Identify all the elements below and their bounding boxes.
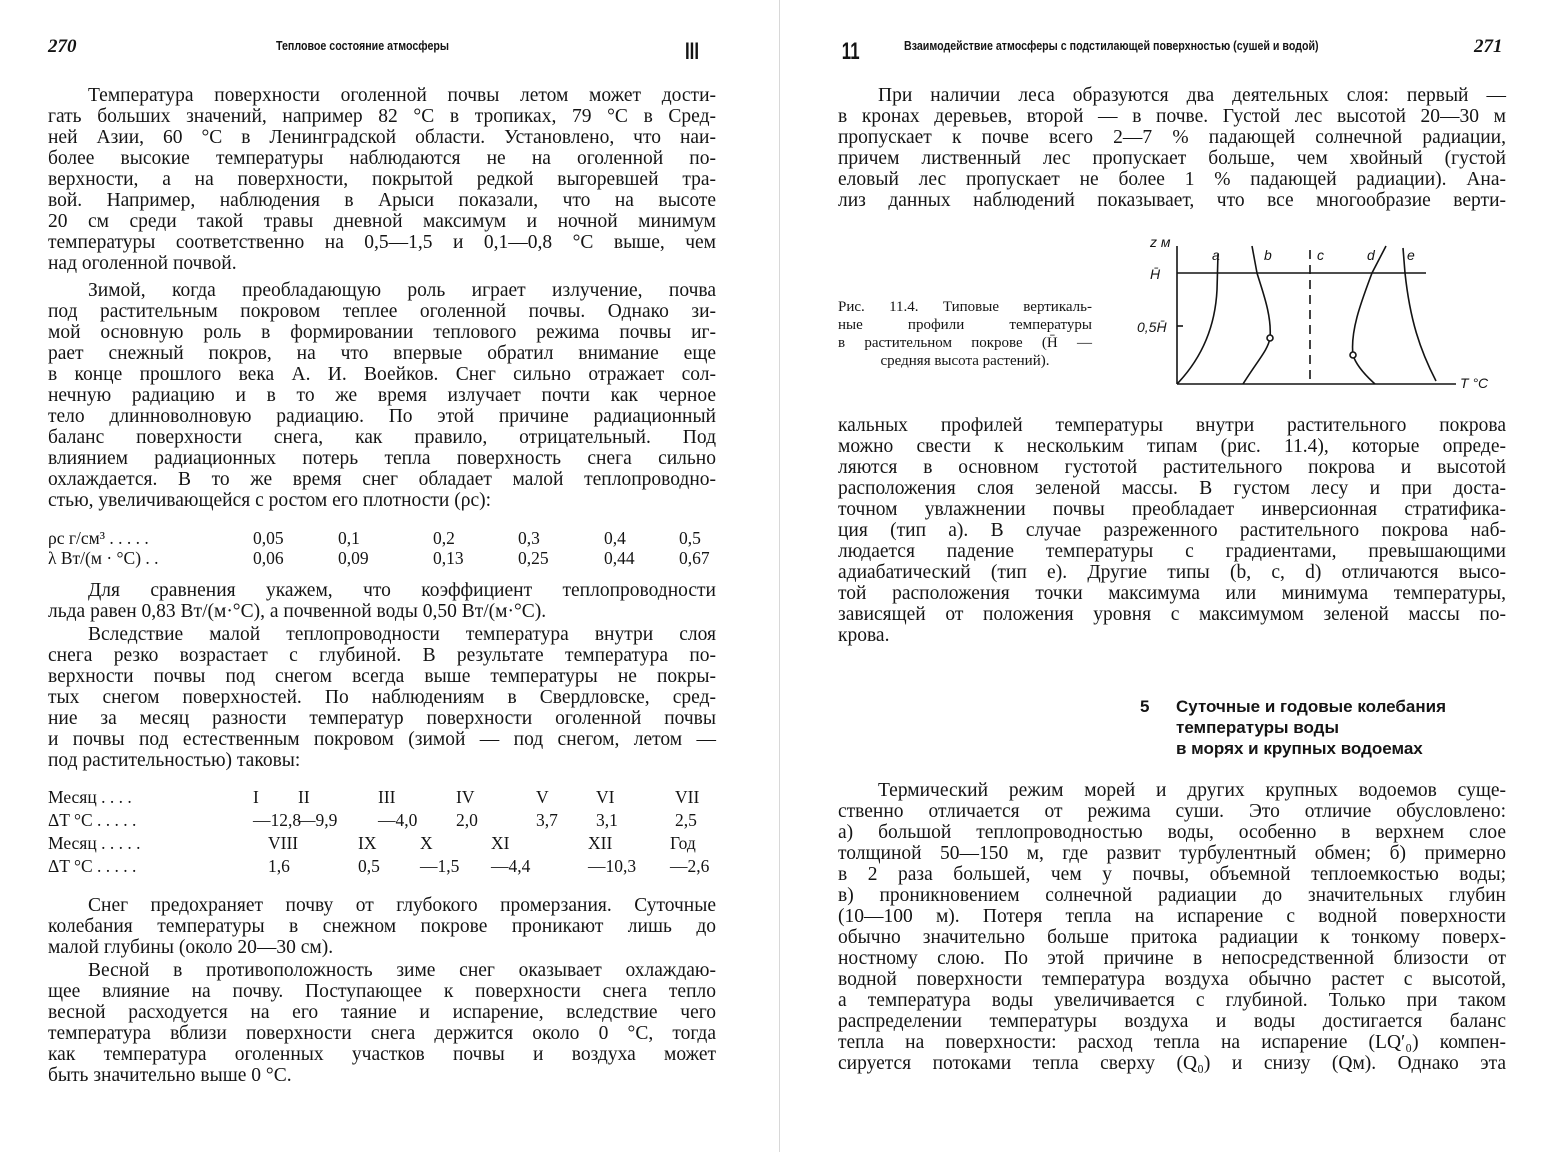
text-line: влиянием радиационных потерь тепла поверхность снега сильно bbox=[48, 448, 716, 469]
table-cell: I bbox=[253, 787, 259, 807]
text-line: температура вблизи поверхности снега держится около 0 °С, тогда bbox=[48, 1023, 716, 1044]
text-line: кальных профилей температуры внутри растительного покрова bbox=[838, 415, 1506, 436]
text-line: тых снегом поверхностей. По наблюдениям в Свердловске, сред- bbox=[48, 687, 716, 708]
table-cell: VI bbox=[596, 787, 615, 807]
paragraph bbox=[838, 780, 1506, 1074]
text-line: водной поверхности температура воздуха обычно растет с высотой, bbox=[838, 969, 1506, 990]
text-line: в кронах деревьев, второй — в почве. Густой лес высотой 20—30 м bbox=[838, 106, 1506, 127]
text-line: адиабатический (тип e). Другие типы (b, c, d) отличаются высо- bbox=[838, 562, 1506, 583]
t-axis-label: T °С bbox=[1460, 375, 1489, 391]
paragraph bbox=[48, 85, 716, 274]
text-line: верхности, а на поверхности, покрытой редкой выгоревшей тра- bbox=[48, 169, 716, 190]
table-cell: —4,4 bbox=[491, 856, 531, 876]
text-line: расположения слоя зеленой массы. В густом лесу и при доста- bbox=[838, 478, 1506, 499]
table-cell: 0,4 bbox=[604, 528, 626, 548]
table-cell: 0,25 bbox=[518, 548, 549, 568]
text-line: ней Азии, 60 °С в Ленинградской области. Установлено, что наи- bbox=[48, 127, 716, 148]
right-running-head: Взаимодействие атмосферы с подстилающей поверхностью (сушей и водой) bbox=[904, 38, 1319, 53]
page-gutter bbox=[779, 0, 780, 1152]
text-line: а температура воды увеличивается с глубиной. Только при таком bbox=[838, 990, 1506, 1011]
text-line: в конце прошлого века А. И. Воейков. Снег сильно отражает сол- bbox=[48, 364, 716, 385]
row-label: ΔT °С . . . . . bbox=[48, 810, 137, 830]
text-line: ственно отличается от режима суши. Это отличие обусловлено: bbox=[838, 801, 1506, 822]
text-line: стью, увеличивающейся с ростом его плотности (ρс): bbox=[48, 490, 492, 511]
caption-line: ные профили температуры bbox=[838, 317, 1092, 333]
text-line: Зимой, когда преобладающую роль играет излучение, почва bbox=[88, 280, 716, 301]
paragraph bbox=[48, 960, 716, 1086]
text-line: а) большой теплопроводностью воды, особенно в верхнем слое bbox=[838, 822, 1506, 843]
right-chapter-number: 11 bbox=[841, 38, 860, 65]
figure-caption bbox=[838, 298, 1092, 370]
text-line: под растительным покровом теплее оголенной почвы. Однако зи- bbox=[48, 301, 716, 322]
curve-label-b: b bbox=[1264, 247, 1272, 263]
profile-curve-b bbox=[1243, 246, 1270, 384]
text-line: снега резко возрастает с глубиной. В результате температура по- bbox=[48, 645, 716, 666]
table-cell: 0,3 bbox=[518, 528, 540, 548]
text-line: распределении температуры воздуха и воды достигается баланс bbox=[838, 1011, 1506, 1032]
table-cell: 0,06 bbox=[253, 548, 284, 568]
left-chapter-number: III bbox=[685, 38, 700, 65]
table-cell: XI bbox=[491, 833, 510, 853]
paragraph bbox=[48, 624, 716, 771]
row-label: λ Вт/(м · °С) . . bbox=[48, 548, 159, 568]
text-line: и почвы под естественным покровом (зимой — под снегом, летом — bbox=[48, 729, 716, 750]
curve-label-c: c bbox=[1317, 247, 1324, 263]
text-line: При наличии леса образуются два деятельных слоя: первый — bbox=[878, 85, 1506, 106]
text-line: людается падение температуры с градиентами, превышающими bbox=[838, 541, 1506, 562]
right-page-number: 271 bbox=[1474, 36, 1503, 57]
section-title-line: температуры воды bbox=[1176, 718, 1339, 737]
table-row bbox=[48, 528, 716, 548]
text-line: крова. bbox=[838, 625, 890, 646]
table-cell: III bbox=[378, 787, 396, 807]
paragraph bbox=[838, 85, 1506, 211]
month-temperature-difference-table bbox=[48, 787, 716, 879]
profile-curve-e bbox=[1403, 248, 1436, 381]
table-row bbox=[48, 833, 716, 856]
paragraph bbox=[48, 580, 716, 622]
text-line: мой основную роль в формировании теплового режима почвы иг- bbox=[48, 322, 716, 343]
table-cell: 0,13 bbox=[433, 548, 464, 568]
curve-label-d: d bbox=[1367, 247, 1375, 263]
table-row bbox=[48, 856, 716, 879]
table-cell: 3,7 bbox=[536, 810, 558, 830]
row-label: Месяц . . . . bbox=[48, 787, 132, 807]
table-cell: XII bbox=[588, 833, 613, 853]
text-line: лиз данных наблюдений показывает, что все многообразие верти- bbox=[838, 190, 1506, 211]
table-cell: 2,0 bbox=[456, 810, 478, 830]
paragraph bbox=[838, 415, 1506, 646]
text-line: можно свести к нескольким типам (рис. 11.4), которые опреде- bbox=[838, 436, 1506, 457]
text-line: над оголенной почвой. bbox=[48, 253, 237, 274]
table-cell: V bbox=[536, 787, 549, 807]
text-line: в) проникновением солнечной радиации до значительных глубин bbox=[838, 885, 1506, 906]
left-page-number: 270 bbox=[48, 36, 77, 57]
level-half-H-label: 0,5H̄ bbox=[1137, 319, 1167, 335]
curve-label-a: a bbox=[1212, 247, 1220, 263]
table-cell: 0,67 bbox=[679, 548, 710, 568]
table-cell: —10,3 bbox=[588, 856, 637, 876]
table-cell: —2,6 bbox=[670, 856, 710, 876]
section-title-line: Суточные и годовые колебания bbox=[1176, 697, 1446, 716]
table-row bbox=[48, 810, 716, 833]
text-line: льда равен 0,83 Вт/(м·°С), а почвенной воды 0,50 Вт/(м·°С). bbox=[48, 601, 547, 622]
paragraph bbox=[48, 895, 716, 958]
maximum-point-marker bbox=[1267, 335, 1273, 341]
text-line: вой. Например, наблюдения в Арыси показали, что на высоте bbox=[48, 190, 716, 211]
text-line: Снег предохраняет почву от глубокого промерзания. Суточные bbox=[88, 895, 716, 916]
profile-curve-d bbox=[1353, 246, 1386, 384]
text-line: температуры соответственно на 0,5—1,5 и 0,1—0,8 °С выше, чем bbox=[48, 232, 716, 253]
table-cell: —4,0 bbox=[378, 810, 418, 830]
table-row bbox=[48, 787, 716, 810]
text-line: ляются в основном густотой растительного покрова и высотой bbox=[838, 457, 1506, 478]
section-title-line: в морях и крупных водоемах bbox=[1176, 739, 1423, 758]
caption-line: средняя высота растений). bbox=[880, 353, 1050, 369]
table-cell: 1,6 bbox=[268, 856, 290, 876]
text-line: Весной в противоположность зиме снег оказывает охлаждаю- bbox=[88, 960, 716, 981]
text-line: той расположения точки максимума или минимума температуры, bbox=[838, 583, 1506, 604]
table-cell: IX bbox=[358, 833, 377, 853]
table-cell: 0,09 bbox=[338, 548, 369, 568]
text-line: Для сравнения укажем, что коэффициент теплопроводности bbox=[88, 580, 716, 601]
table-cell: 0,1 bbox=[338, 528, 360, 548]
row-label: ΔT °С . . . . . bbox=[48, 856, 137, 876]
text-line: гать больших значений, например 82 °С в тропиках, 79 °С в Сред- bbox=[48, 106, 716, 127]
text-line: ция (тип a). В случае разреженного растительного покрова наб- bbox=[838, 520, 1506, 541]
table-cell: 3,1 bbox=[596, 810, 618, 830]
text-line: ние за месяц разности температур поверхности оголенной почвы bbox=[48, 708, 716, 729]
section-number: 5 bbox=[1140, 697, 1150, 716]
text-line: более высокие температуры наблюдаются не на оголенной по- bbox=[48, 148, 716, 169]
table-cell: IV bbox=[456, 787, 475, 807]
z-axis-label: z м bbox=[1150, 234, 1171, 250]
level-H-label: H̄ bbox=[1150, 266, 1161, 282]
table-cell: 0,44 bbox=[604, 548, 635, 568]
text-line: тело длинноволновую радиацию. По этой причине радиационный bbox=[48, 406, 716, 427]
density-conductivity-table bbox=[48, 528, 716, 568]
table-cell: 0,05 bbox=[253, 528, 284, 548]
table-cell: 2,5 bbox=[675, 810, 697, 830]
temperature-profile-figure bbox=[1120, 230, 1520, 400]
text-line: баланс поверхности снега, как правило, отрицательный. Под bbox=[48, 427, 716, 448]
text-line: причем лиственный лес пропускает больше, чем хвойный (густой bbox=[838, 148, 1506, 169]
curve-label-e: e bbox=[1407, 247, 1415, 263]
text-line: весной расходуется на его таяние и испарение, вследствие чего bbox=[48, 1002, 716, 1023]
table-cell: X bbox=[420, 833, 433, 853]
table-cell: VIII bbox=[268, 833, 299, 853]
table-cell: VII bbox=[675, 787, 700, 807]
text-line: верхности почвы под снегом всегда выше температуры не покры- bbox=[48, 666, 716, 687]
left-running-head: Тепловое состояние атмосферы bbox=[276, 38, 450, 53]
caption-line: Рис. 11.4. Типовые вертикаль- bbox=[838, 299, 1092, 315]
text-line: нечную радиацию и в то же время излучает почти как черное bbox=[48, 385, 716, 406]
table-cell: II bbox=[298, 787, 310, 807]
text-line: точном увлажнении почвы преобладает инверсионная стратифика- bbox=[838, 499, 1506, 520]
text-line: малой глубины (около 20—30 см). bbox=[48, 937, 334, 958]
table-cell: Год bbox=[670, 833, 696, 853]
text-line: рает снежный покров, на что впервые обратил внимание еще bbox=[48, 343, 716, 364]
text-line: сируется потоками тепла сверху (Q₀) и снизу (Qм). Однако эта bbox=[838, 1053, 1506, 1074]
text-line: обычно значительно больше притока радиации к тонкому поверх- bbox=[838, 927, 1506, 948]
text-line: щее влияние на почву. Поступающее к поверхности снега тепло bbox=[48, 981, 716, 1002]
row-label: ρс г/см³ . . . . . bbox=[48, 528, 149, 548]
text-line: быть значительно выше 0 °С. bbox=[48, 1065, 292, 1086]
text-line: зависящей от положения уровня с максимумом зеленой массы по- bbox=[838, 604, 1506, 625]
table-cell: —12,8 bbox=[253, 810, 302, 830]
caption-line: в растительном покрове (H̄ — bbox=[838, 335, 1092, 351]
table-cell: 0,5 bbox=[679, 528, 701, 548]
text-line: под растительностью) таковы: bbox=[48, 750, 301, 771]
text-line: толщиной 50—150 м, где развит турбулентный обмен; б) примерно bbox=[838, 843, 1506, 864]
text-line: в 2 раза большей, чем у почвы, объемной теплоемкостью воды; bbox=[838, 864, 1506, 885]
table-cell: —1,5 bbox=[420, 856, 460, 876]
table-row bbox=[48, 548, 716, 568]
text-line: охлаждается. В то же время снег обладает малой теплопроводно- bbox=[48, 469, 716, 490]
text-line: колебания температуры в снежном покрове проникают лишь до bbox=[48, 916, 716, 937]
text-line: тепла на поверхности: расход тепла на испарение (LQ′₀) компен- bbox=[838, 1032, 1506, 1053]
table-cell: —9,9 bbox=[298, 810, 338, 830]
paragraph bbox=[48, 280, 716, 511]
table-cell: 0,5 bbox=[358, 856, 380, 876]
text-line: пропускает к почве всего 2—7 % падающей солнечной радиации, bbox=[838, 127, 1506, 148]
text-line: Термический режим морей и других крупных водоемов суще- bbox=[878, 780, 1506, 801]
text-line: 20 см среди такой травы дневной максимум и ночной минимум bbox=[48, 211, 716, 232]
text-line: (10—100 м). Потеря тепла на испарение с водной поверхности bbox=[838, 906, 1506, 927]
text-line: как температура оголенных участков почвы и воздуха может bbox=[48, 1044, 716, 1065]
text-line: Вследствие малой теплопроводности температура внутри слоя bbox=[88, 624, 716, 645]
text-line: еловый лес пропускает не более 1 % падающей радиации). Ана- bbox=[838, 169, 1506, 190]
text-line: Температура поверхности оголенной почвы летом может дости- bbox=[88, 85, 716, 106]
minimum-point-marker bbox=[1350, 352, 1356, 358]
row-label: Месяц . . . . . bbox=[48, 833, 141, 853]
table-cell: 0,2 bbox=[433, 528, 455, 548]
text-line: ностному слою. По этой причине в непосредственной близости от bbox=[838, 948, 1506, 969]
